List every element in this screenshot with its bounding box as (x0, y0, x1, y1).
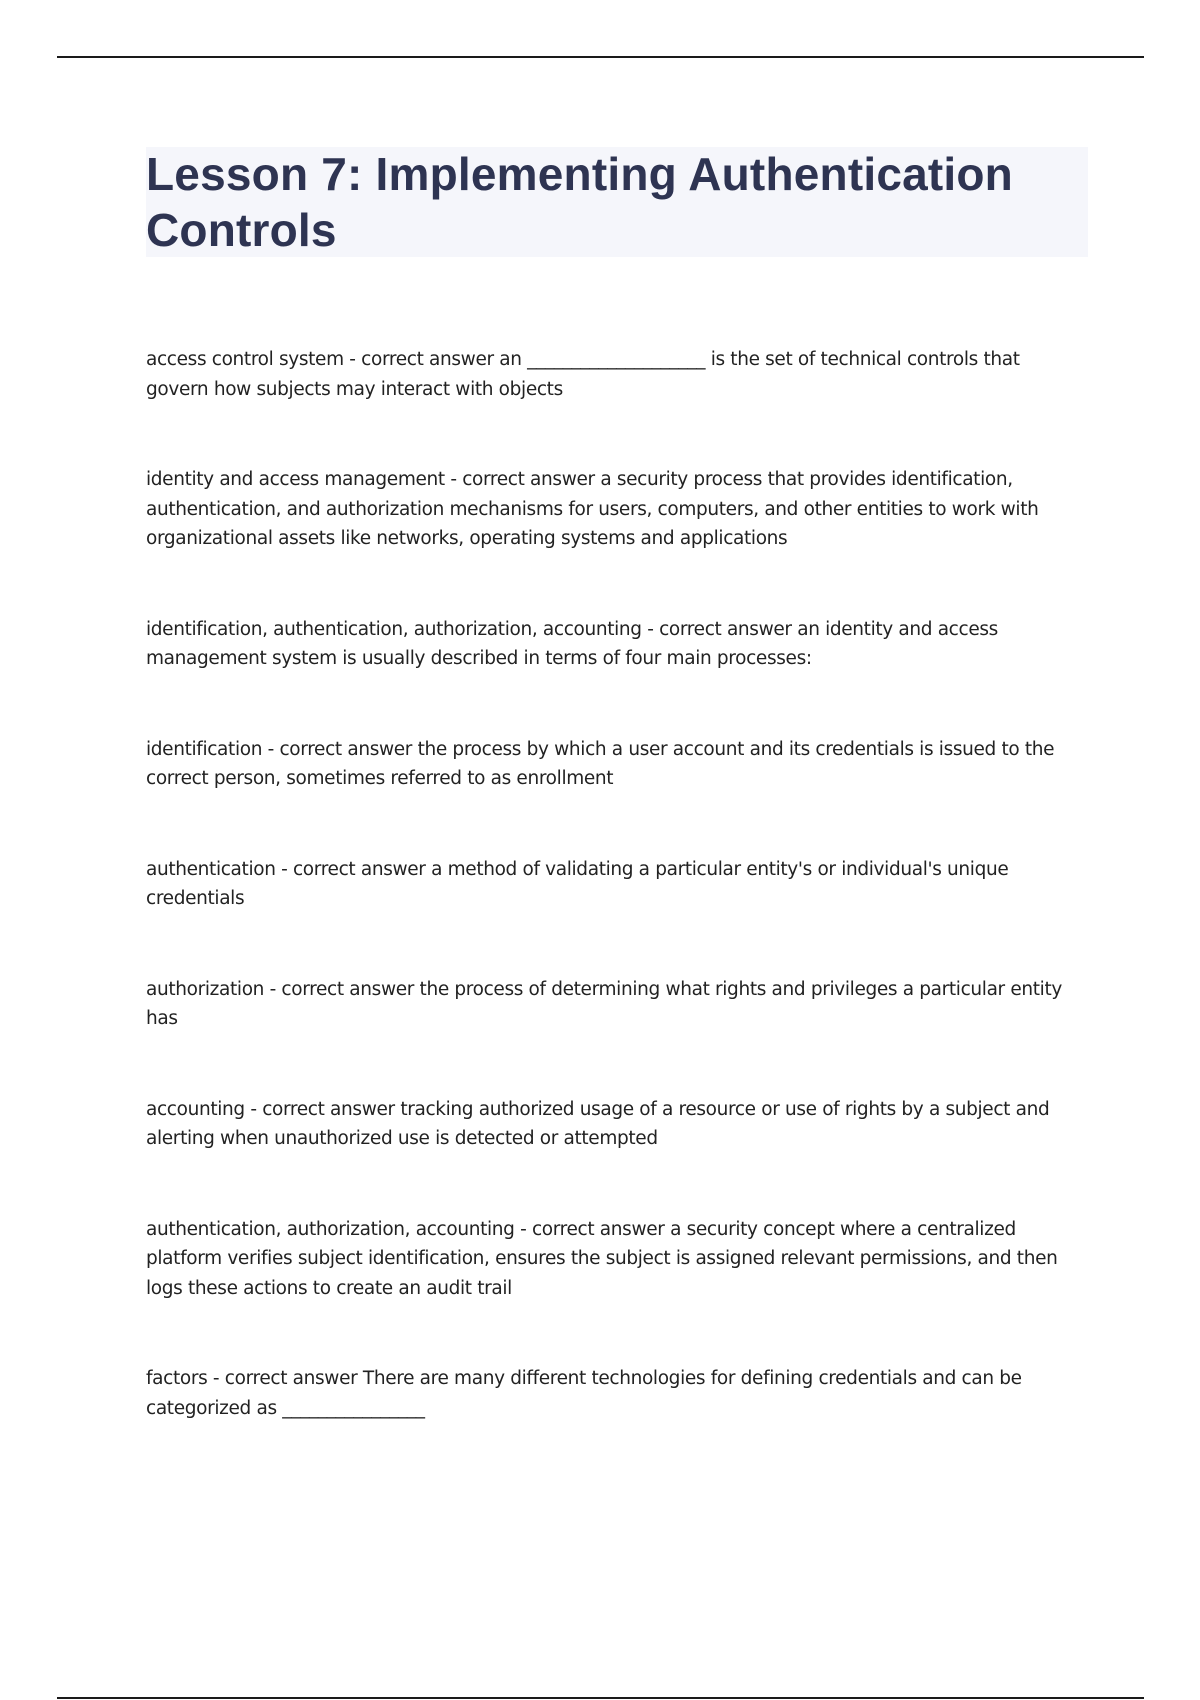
entry-answer: an ____________________ is the set of technical controls that govern how subjects may interact with objects (146, 349, 1020, 400)
entry-answer: a method of validating a particular entity's or individual's unique credentials (146, 858, 1009, 909)
entry-term: authentication (146, 858, 276, 880)
entry-term: authentication, authorization, accounting (146, 1218, 515, 1240)
header-rule (57, 56, 1144, 58)
footer-rule (57, 1697, 1144, 1699)
entry-separator: - correct answer (207, 1368, 363, 1389)
entry-term: access control system (146, 349, 344, 370)
entry-term: accounting (146, 1098, 245, 1120)
page-title: Lesson 7: Implementing Authentication Controls (146, 148, 1013, 256)
entry-term: factors (146, 1368, 208, 1389)
entry-separator: - correct answer (343, 349, 500, 370)
entry-term: identification, authentication, authorization, accounting (146, 618, 642, 640)
flashcard-entry (146, 1215, 1076, 1304)
entry-separator: - correct answer (444, 469, 601, 490)
flashcard-entry (146, 975, 1076, 1034)
entry-term: authorization (146, 978, 265, 1000)
entry-answer: a security process that provides identification, authentication, and authorization mechanisms for users, computers, and other entities to work with organizational assets like networks, operating systems and applications (146, 469, 1039, 549)
flashcard-entry (146, 465, 1076, 554)
flashcard-entry (146, 615, 1076, 674)
entry-term: identity and access management (146, 469, 445, 490)
entry-separator: - correct answer (244, 1098, 401, 1120)
flashcard-list (146, 345, 1076, 1423)
entry-answer: There are many different technologies for defining credentials and can be categorized as ________________ (146, 1368, 1022, 1419)
entry-separator: - correct answer (264, 978, 420, 1000)
entry-term: identification (146, 738, 263, 760)
flashcard-entry (146, 1364, 1076, 1423)
entry-separator: - correct answer (514, 1218, 671, 1240)
entry-answer: the process of determining what rights and privileges a particular entity has (146, 978, 1062, 1029)
flashcard-entry (146, 735, 1076, 794)
entry-answer: tracking authorized usage of a resource or use of rights by a subject and alerting when unauthorized use is detected or attempted (146, 1098, 1050, 1149)
entry-separator: - correct answer (262, 738, 418, 760)
entry-separator: - correct answer (641, 618, 798, 640)
flashcard-entry (146, 345, 1076, 404)
flashcard-entry (146, 1095, 1076, 1154)
entry-answer: the process by which a user account and its credentials is issued to the correct person, sometimes referred to as enrollment (146, 738, 1055, 789)
entry-answer: a security concept where a centralized platform verifies subject identification, ensures the subject is assigned relevant permissions, and then logs these actions to create an audit trail (146, 1218, 1058, 1299)
entry-separator: - correct answer (275, 858, 432, 880)
flashcard-entry (146, 855, 1076, 914)
entry-answer: an identity and access management system is usually described in terms of four main processes: (146, 618, 998, 669)
